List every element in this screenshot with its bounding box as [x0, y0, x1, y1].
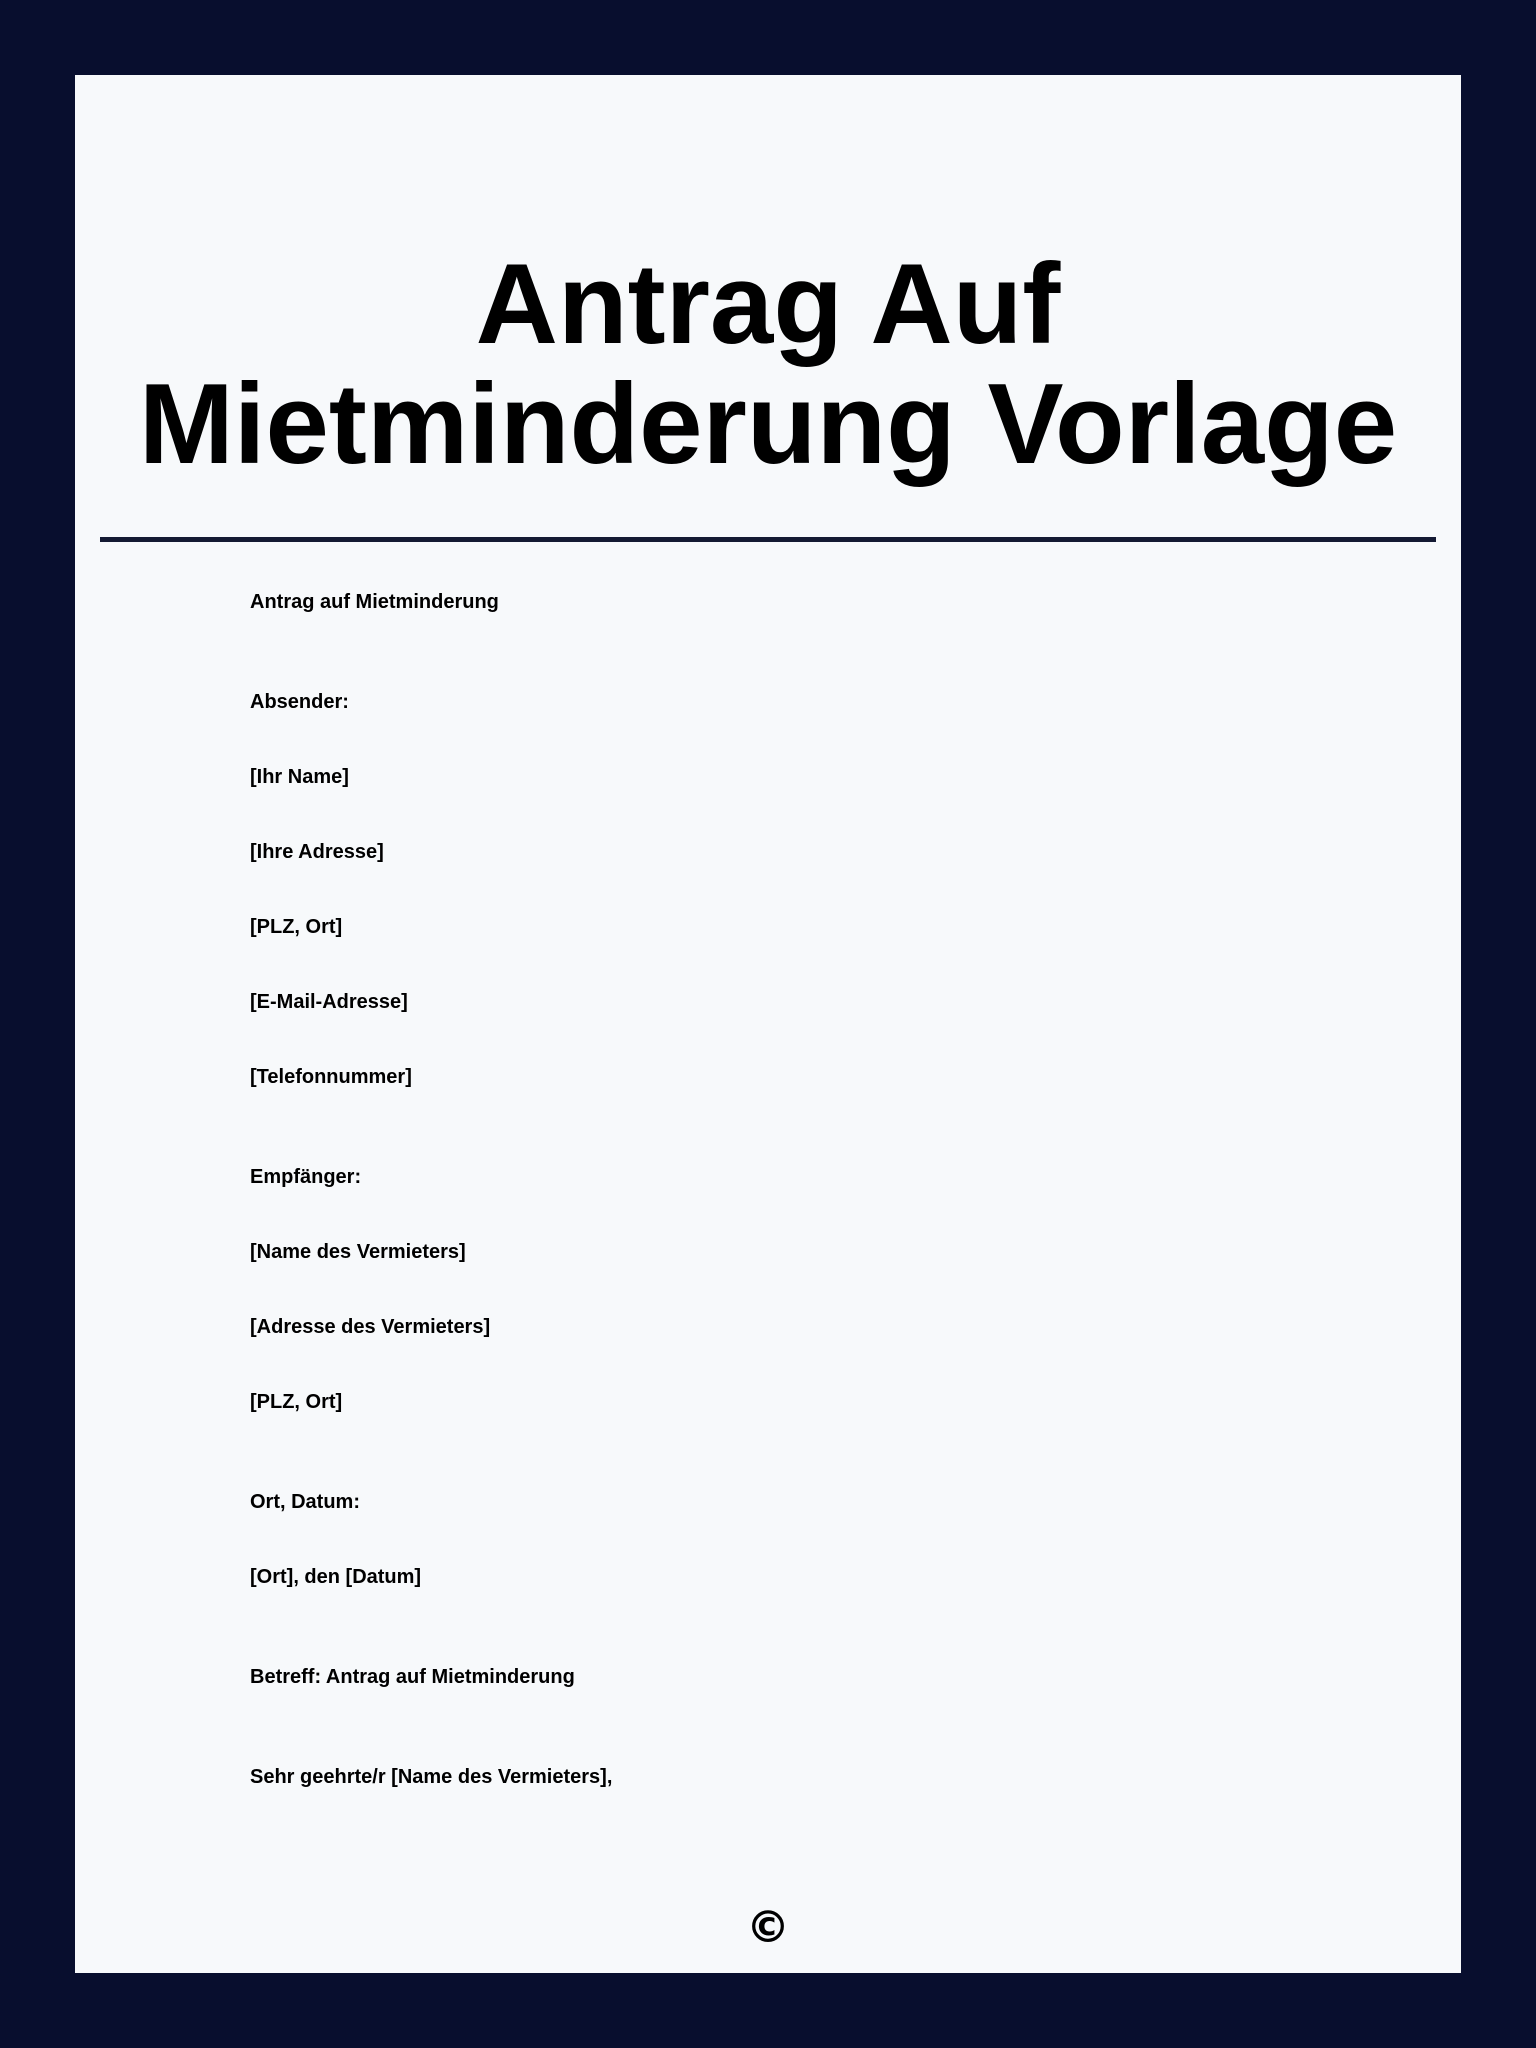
- salutation: Sehr geehrte/r [Name des Vermieters],: [250, 1766, 613, 1788]
- title-divider: [100, 537, 1436, 542]
- recipient-label: Empfänger:: [250, 1166, 362, 1188]
- sender-email: [E-Mail-Adresse]: [250, 991, 408, 1013]
- subject-line: Betreff: Antrag auf Mietminderung: [250, 1666, 575, 1688]
- sender-city: [PLZ, Ort]: [250, 916, 343, 938]
- document-page: [75, 75, 1461, 1973]
- document-title: Antrag Auf Mietminderung Vorlage: [138, 241, 1398, 488]
- recipient-city: [PLZ, Ort]: [250, 1391, 343, 1413]
- letter-heading: Antrag auf Mietminderung: [250, 591, 499, 613]
- place-date-label: Ort, Datum:: [250, 1491, 360, 1513]
- recipient-address: [Adresse des Vermieters]: [250, 1316, 491, 1338]
- place-date-value: [Ort], den [Datum]: [250, 1566, 422, 1588]
- sender-address: [Ihre Adresse]: [250, 841, 384, 863]
- sender-name: [Ihr Name]: [250, 766, 349, 788]
- sender-phone: [Telefonnummer]: [250, 1066, 412, 1088]
- sender-label: Absender:: [250, 691, 349, 713]
- copyright-icon: ©: [746, 1902, 790, 1953]
- recipient-name: [Name des Vermieters]: [250, 1241, 466, 1263]
